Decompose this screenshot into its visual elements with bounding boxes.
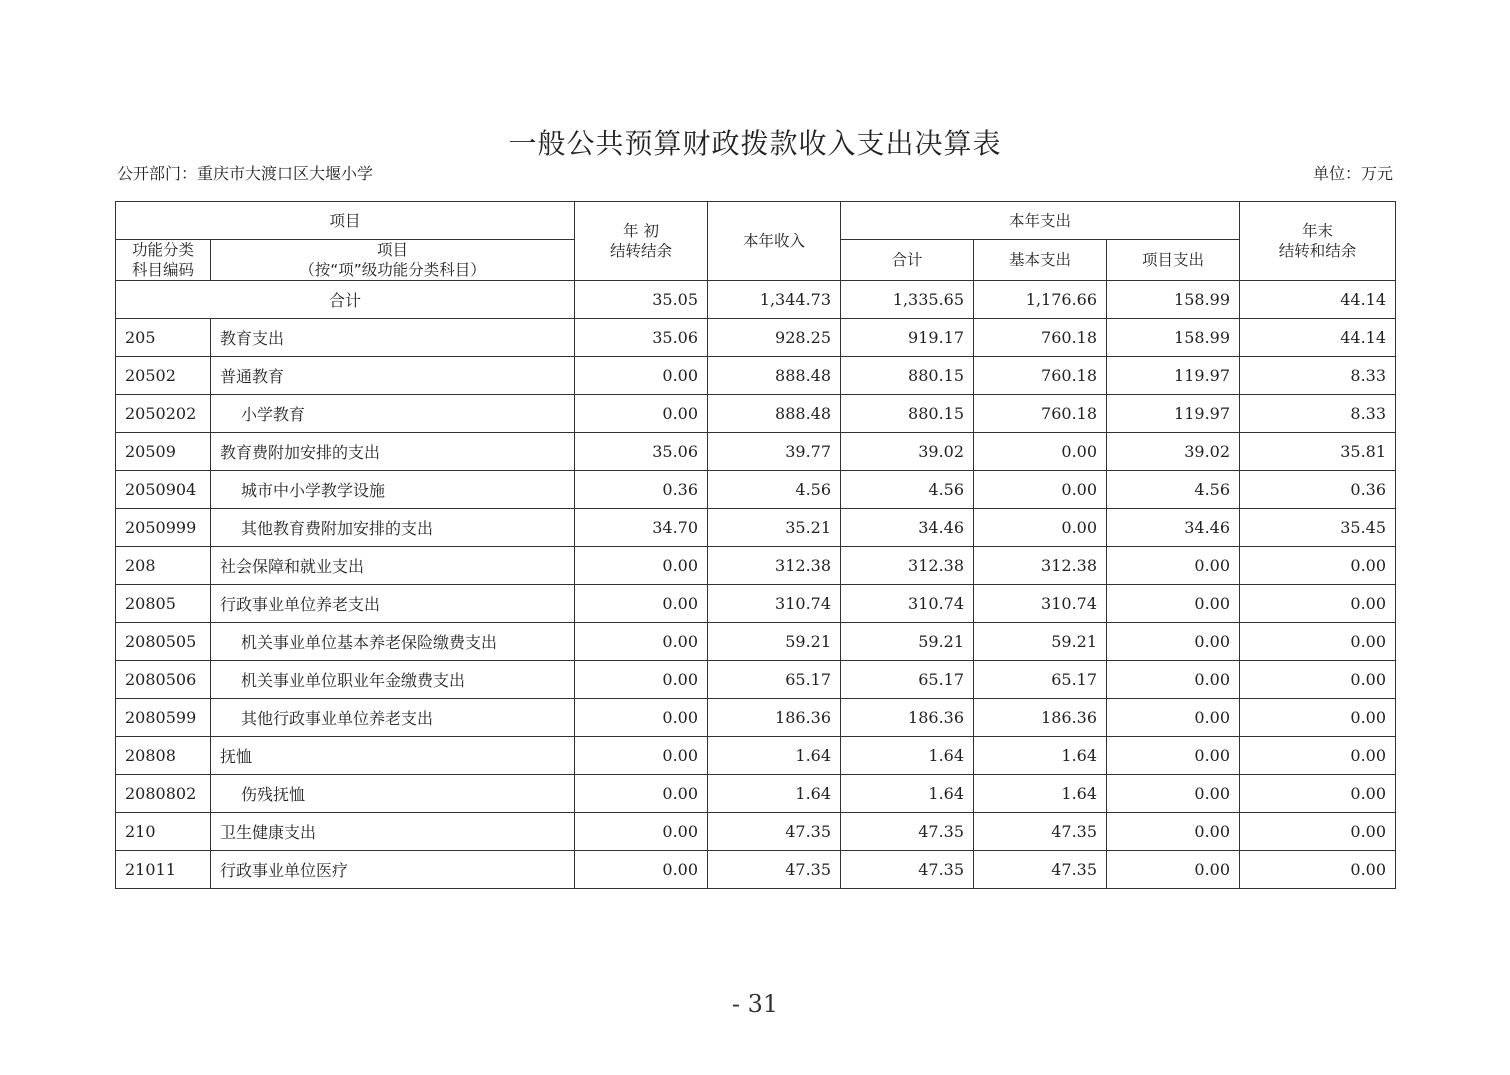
table-row xyxy=(116,699,1396,737)
row-closing: 0.00 xyxy=(1240,851,1396,889)
row-code: 208 xyxy=(116,547,211,585)
row-income: 186.36 xyxy=(708,699,841,737)
row-income: 4.56 xyxy=(708,471,841,509)
row-exp-project: 0.00 xyxy=(1107,775,1240,813)
row-code: 205 xyxy=(116,319,211,357)
row-income: 59.21 xyxy=(708,623,841,661)
row-opening: 0.00 xyxy=(575,775,708,813)
row-exp-total: 39.02 xyxy=(841,433,974,471)
row-exp-project: 34.46 xyxy=(1107,509,1240,547)
row-name: 普通教育 xyxy=(211,357,575,395)
row-opening: 35.06 xyxy=(575,319,708,357)
row-exp-basic: 1.64 xyxy=(974,737,1107,775)
row-opening: 0.36 xyxy=(575,471,708,509)
row-opening: 0.00 xyxy=(575,357,708,395)
header-project: 项目 xyxy=(116,202,575,240)
row-exp-project: 39.02 xyxy=(1107,433,1240,471)
row-code: 2050999 xyxy=(116,509,211,547)
row-exp-basic: 0.00 xyxy=(974,433,1107,471)
row-exp-basic: 59.21 xyxy=(974,623,1107,661)
row-exp-total: 65.17 xyxy=(841,661,974,699)
row-code: 21011 xyxy=(116,851,211,889)
row-closing: 0.00 xyxy=(1240,547,1396,585)
row-name: 抚恤 xyxy=(211,737,575,775)
header-func-code: 功能分类 科目编码 xyxy=(116,240,211,281)
row-exp-basic: 760.18 xyxy=(974,357,1107,395)
row-exp-total: 880.15 xyxy=(841,357,974,395)
row-closing: 0.00 xyxy=(1240,585,1396,623)
row-income: 888.48 xyxy=(708,357,841,395)
row-closing: 44.14 xyxy=(1240,319,1396,357)
row-name: 机关事业单位职业年金缴费支出 xyxy=(211,661,575,699)
table-row xyxy=(116,813,1396,851)
row-opening: 0.00 xyxy=(575,737,708,775)
row-exp-project: 0.00 xyxy=(1107,851,1240,889)
table-row xyxy=(116,509,1396,547)
row-exp-project: 0.00 xyxy=(1107,547,1240,585)
row-name: 教育支出 xyxy=(211,319,575,357)
table-row xyxy=(116,433,1396,471)
row-name: 其他教育费附加安排的支出 xyxy=(211,509,575,547)
total-income: 1,344.73 xyxy=(708,281,841,319)
row-closing: 0.00 xyxy=(1240,699,1396,737)
row-exp-basic: 186.36 xyxy=(974,699,1107,737)
row-exp-total: 34.46 xyxy=(841,509,974,547)
row-opening: 0.00 xyxy=(575,395,708,433)
row-closing: 35.81 xyxy=(1240,433,1396,471)
unit-label: 单位：万元 xyxy=(1312,164,1393,183)
table-row xyxy=(116,471,1396,509)
row-closing: 0.00 xyxy=(1240,813,1396,851)
header-expense-group: 本年支出 xyxy=(841,202,1240,240)
row-name: 伤残抚恤 xyxy=(211,775,575,813)
row-exp-basic: 47.35 xyxy=(974,851,1107,889)
row-closing: 0.00 xyxy=(1240,623,1396,661)
row-name: 社会保障和就业支出 xyxy=(211,547,575,585)
total-exp-project: 158.99 xyxy=(1107,281,1240,319)
row-closing: 0.00 xyxy=(1240,737,1396,775)
row-exp-project: 0.00 xyxy=(1107,585,1240,623)
header-income: 本年收入 xyxy=(708,202,841,281)
row-exp-project: 0.00 xyxy=(1107,623,1240,661)
header-row-1 xyxy=(116,202,1396,240)
header-opening: 年 初 结转结余 xyxy=(575,202,708,281)
header-exp-basic: 基本支出 xyxy=(974,240,1107,281)
row-code: 2080599 xyxy=(116,699,211,737)
row-closing: 0.36 xyxy=(1240,471,1396,509)
table-row xyxy=(116,775,1396,813)
department-label: 公开部门：重庆市大渡口区大堰小学 xyxy=(117,164,374,183)
header-exp-project: 项目支出 xyxy=(1107,240,1240,281)
row-exp-basic: 312.38 xyxy=(974,547,1107,585)
row-income: 65.17 xyxy=(708,661,841,699)
page-title: 一般公共预算财政拨款收入支出决算表 xyxy=(508,127,1002,160)
table-row xyxy=(116,357,1396,395)
row-exp-basic: 65.17 xyxy=(974,661,1107,699)
row-name: 小学教育 xyxy=(211,395,575,433)
row-exp-project: 4.56 xyxy=(1107,471,1240,509)
row-exp-project: 0.00 xyxy=(1107,737,1240,775)
row-exp-total: 919.17 xyxy=(841,319,974,357)
row-income: 888.48 xyxy=(708,395,841,433)
table-row xyxy=(116,547,1396,585)
table-row xyxy=(116,851,1396,889)
total-opening: 35.05 xyxy=(575,281,708,319)
row-exp-basic: 310.74 xyxy=(974,585,1107,623)
row-name: 机关事业单位基本养老保险缴费支出 xyxy=(211,623,575,661)
row-exp-total: 186.36 xyxy=(841,699,974,737)
row-name: 行政事业单位医疗 xyxy=(211,851,575,889)
total-row xyxy=(116,281,1396,319)
total-exp-basic: 1,176.66 xyxy=(974,281,1107,319)
row-exp-basic: 760.18 xyxy=(974,395,1107,433)
row-income: 928.25 xyxy=(708,319,841,357)
row-exp-total: 47.35 xyxy=(841,813,974,851)
row-opening: 0.00 xyxy=(575,661,708,699)
row-opening: 0.00 xyxy=(575,547,708,585)
row-exp-project: 0.00 xyxy=(1107,813,1240,851)
row-code: 20805 xyxy=(116,585,211,623)
row-exp-basic: 760.18 xyxy=(974,319,1107,357)
row-code: 20808 xyxy=(116,737,211,775)
row-exp-project: 119.97 xyxy=(1107,395,1240,433)
row-name: 城市中小学教学设施 xyxy=(211,471,575,509)
table-row xyxy=(116,661,1396,699)
row-code: 210 xyxy=(116,813,211,851)
page-number: - 31 xyxy=(731,990,779,1018)
row-exp-total: 59.21 xyxy=(841,623,974,661)
row-code: 2050202 xyxy=(116,395,211,433)
row-opening: 0.00 xyxy=(575,699,708,737)
row-exp-total: 47.35 xyxy=(841,851,974,889)
row-opening: 0.00 xyxy=(575,813,708,851)
row-code: 2050904 xyxy=(116,471,211,509)
row-name: 其他行政事业单位养老支出 xyxy=(211,699,575,737)
total-exp-total: 1,335.65 xyxy=(841,281,974,319)
row-exp-total: 4.56 xyxy=(841,471,974,509)
row-income: 310.74 xyxy=(708,585,841,623)
row-exp-project: 158.99 xyxy=(1107,319,1240,357)
row-income: 1.64 xyxy=(708,737,841,775)
row-exp-basic: 0.00 xyxy=(974,471,1107,509)
row-code: 20502 xyxy=(116,357,211,395)
row-exp-basic: 47.35 xyxy=(974,813,1107,851)
row-closing: 0.00 xyxy=(1240,661,1396,699)
row-code: 20509 xyxy=(116,433,211,471)
row-opening: 34.70 xyxy=(575,509,708,547)
row-exp-project: 0.00 xyxy=(1107,661,1240,699)
row-closing: 8.33 xyxy=(1240,357,1396,395)
row-exp-basic: 0.00 xyxy=(974,509,1107,547)
total-closing: 44.14 xyxy=(1240,281,1396,319)
row-name: 行政事业单位养老支出 xyxy=(211,585,575,623)
budget-table xyxy=(115,201,1396,889)
row-name: 教育费附加安排的支出 xyxy=(211,433,575,471)
row-exp-project: 0.00 xyxy=(1107,699,1240,737)
table-row xyxy=(116,737,1396,775)
row-opening: 0.00 xyxy=(575,851,708,889)
row-income: 1.64 xyxy=(708,775,841,813)
row-exp-total: 312.38 xyxy=(841,547,974,585)
row-exp-total: 1.64 xyxy=(841,737,974,775)
total-label: 合计 xyxy=(116,281,575,319)
row-income: 35.21 xyxy=(708,509,841,547)
table-row xyxy=(116,623,1396,661)
row-closing: 35.45 xyxy=(1240,509,1396,547)
header-exp-total: 合计 xyxy=(841,240,974,281)
row-opening: 0.00 xyxy=(575,623,708,661)
row-exp-total: 1.64 xyxy=(841,775,974,813)
row-code: 2080506 xyxy=(116,661,211,699)
table-row xyxy=(116,395,1396,433)
row-exp-project: 119.97 xyxy=(1107,357,1240,395)
row-exp-total: 310.74 xyxy=(841,585,974,623)
header-closing: 年末 结转和结余 xyxy=(1240,202,1396,281)
row-exp-total: 880.15 xyxy=(841,395,974,433)
table-row xyxy=(116,319,1396,357)
row-name: 卫生健康支出 xyxy=(211,813,575,851)
row-income: 312.38 xyxy=(708,547,841,585)
header-item-name: 项目 （按“项”级功能分类科目） xyxy=(211,240,575,281)
row-opening: 35.06 xyxy=(575,433,708,471)
row-opening: 0.00 xyxy=(575,585,708,623)
row-exp-basic: 1.64 xyxy=(974,775,1107,813)
table-row xyxy=(116,585,1396,623)
row-code: 2080802 xyxy=(116,775,211,813)
row-code: 2080505 xyxy=(116,623,211,661)
row-income: 39.77 xyxy=(708,433,841,471)
row-income: 47.35 xyxy=(708,813,841,851)
row-income: 47.35 xyxy=(708,851,841,889)
row-closing: 0.00 xyxy=(1240,775,1396,813)
row-closing: 8.33 xyxy=(1240,395,1396,433)
